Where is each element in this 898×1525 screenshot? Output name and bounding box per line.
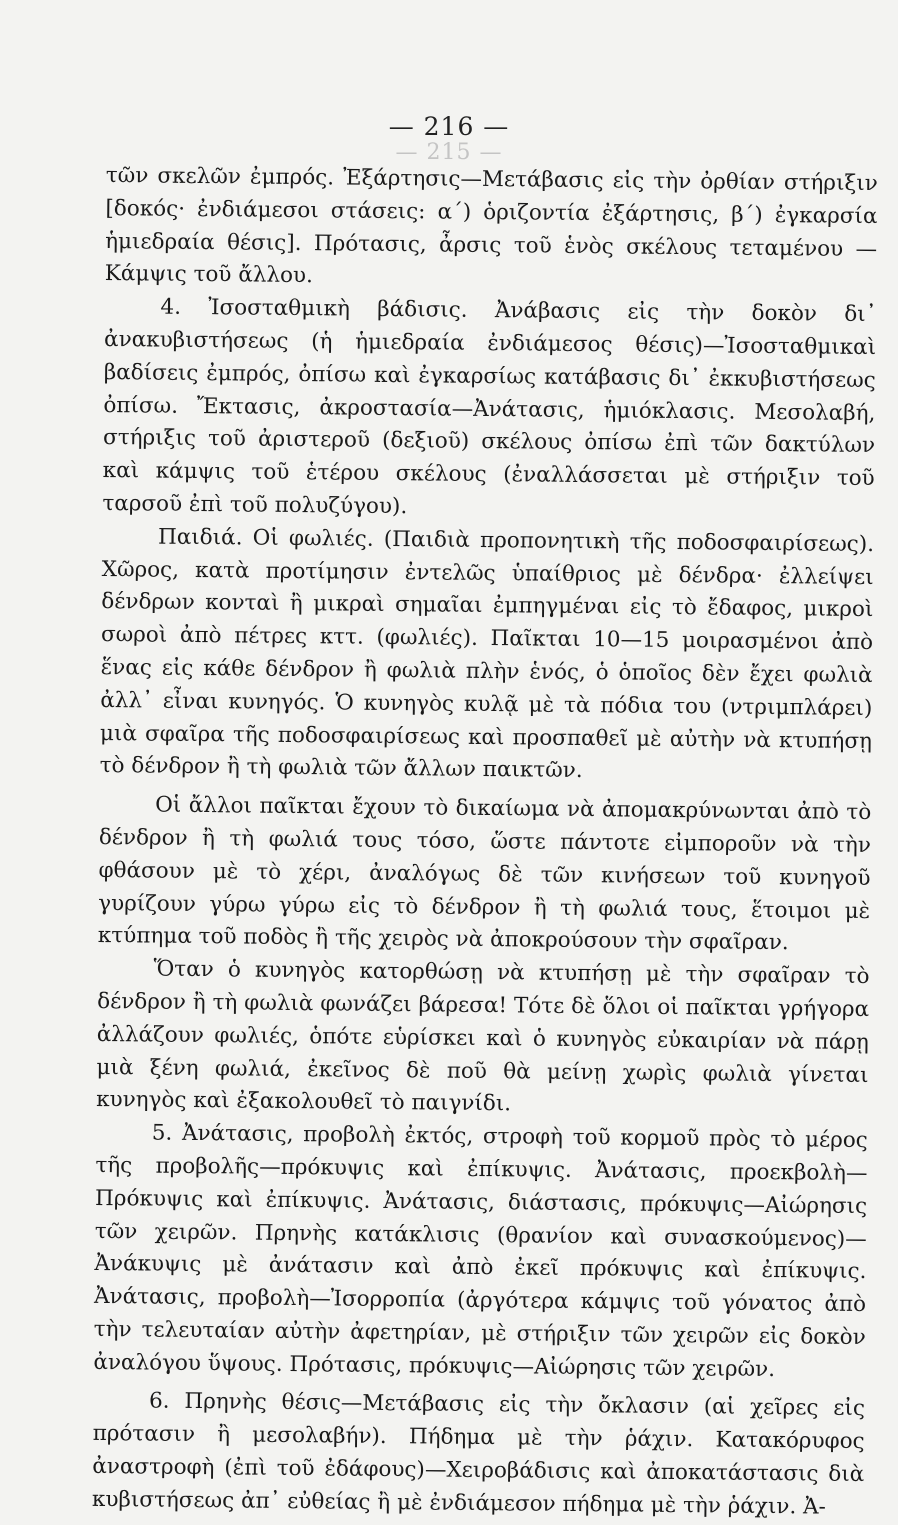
page-number: — 216 — (388, 112, 510, 141)
page-body-text (92, 160, 878, 1525)
paragraph-game-outcome: Ὅταν ὁ κυνηγὸς κατορθώσῃ νὰ κτυπήσῃ μὲ τὴν σφαῖραν τὸ δένδρον ἢ τὴ φωλιὰ φωνάζει βάρεσα! Τότε δὲ ὅλοι οἱ παῖκται γρήγορα ἀλλάζουν φωλιές, ὁπότε εὑρίσκει καὶ ὁ κυνηγὸς εὐκαιρίαν νὰ πάρῃ μιὰ ξένη φωλιά, ἐκεῖνος δὲ ποῦ θὰ μείνῃ χωρὶς φωλιὰ γίνεται κυνηγὸς καὶ ἐξακολουθεῖ τὸ παιγνίδι. (96, 956, 870, 1117)
paragraph-exercise-6: 6. Πρηνὴς θέσις—Μετάβασις εἰς τὴν ὄκλασιν (αἱ χεῖρες εἰς πρότασιν ἢ μεσολαβήν). Πήδημα μὲ τὴν ῥάχιν. Κατακόρυφος ἀναστροφὴ (ἐπὶ τοῦ ἐδάφους)—Χειροβάδισις καὶ ἀποκατάστασις διὰ κυβιστήσεως ἀπ᾽ εὐθείας ἢ μὲ ἐνδιάμεσον πήδημα μὲ τὴν ῥάχιν. Ἀ- (91, 1389, 866, 1520)
paragraph-game-title: Παιδιά. Οἱ φωλιές. (Παιδιὰ προπονητικὴ τῆς ποδοσφαιρίσεως). Χῶρος, κατὰ προτίμησιν ἐντελῶς ὑπαίθριος μὲ δένδρα· ἐλλείψει δένδρων κονταὶ ἢ μικραὶ σημαῖαι ἐμπηγμέναι εἰς τὸ ἔδαφος, μικροὶ σωροὶ ἀπὸ πέτρες κττ. (φωλιές). Παῖκται 10—15 μοιρασμένοι ἀπὸ ἕνας εἰς κάθε δένδρον ἢ φωλιὰ πλὴν ἑνός, ὁ ὁποῖος δὲν ἔχει φωλιὰ ἀλλ᾽ εἶναι κυνηγός. Ὁ κυνηγὸς κυλᾷ μὲ τὰ πόδια του (ντριμπλάρει) μιὰ σφαῖρα τῆς ποδοσφαιρίσεως καὶ προσπαθεῖ μὲ αὐτὴν νὰ κτυπήσῃ τὸ δένδρον ἢ τὴ φωλιὰ τῶν ἄλλων παικτῶν. (99, 524, 875, 784)
paragraph-exercise-5: 5. Ἀνάτασις, προβολὴ ἐκτός, στροφὴ τοῦ κορμοῦ πρὸς τὸ μέρος τῆς προβολῆς—πρόκυψις καὶ ἐπίκυψις. Ἀνάτασις, προεκβολὴ—Πρόκυψις καὶ ἐπίκυψις. Ἀνάτασις, διάστασις, πρόκυψις—Αἰώρησις τῶν χειρῶν. Πρηνὴς κατάκλισις (θρανίον καὶ συνασκούμενος)—Ἀνάκυψις μὲ ἀνάτασιν καὶ ἀπὸ ἐκεῖ πρόκυψις καὶ ἐπίκυψις. Ἀνάτασις, προβολὴ—Ἰσορροπία (ἀργότερα κάμψις τοῦ γόνατος ἀπὸ τὴν τελευταίαν αὐτὴν ἀφετηρίαν, μὲ στήριξιν τῶν χειρῶν εἰς δοκὸν ἀναλόγου ὕψους. Πρότασις, πρόκυψις—Αἰώρησις τῶν χειρῶν. (93, 1120, 868, 1382)
paragraph-exercise-4: 4. Ἰσοσταθμικὴ βάδισις. Ἀνάβασις εἰς τὴν δοκὸν δι᾽ ἀνακυβιστήσεως (ἡ ἡμιεδραία ἐνδιάμεσος θέσις)—Ἰσοσταθμικαὶ βαδίσεις ἐμπρός, ὀπίσω καὶ ἐγκαρσίως κατάβασις δι᾽ ἐκκυβιστήσεως ὀπίσω. Ἔκτασις, ἀκροστασία—Ἀνάτασις, ἡμιόκλασις. Μεσολαβή, στήριξις τοῦ ἀριστεροῦ (δεξιοῦ) σκέλους ὀπίσω ἐπὶ τῶν δακτύλων καὶ κάμψις τοῦ ἑτέρου σκέλους (ἐναλλάσσεται μὲ στήριξιν τοῦ ταρσοῦ ἐπὶ τοῦ πολυζύγου). (102, 294, 877, 520)
paragraph-game-rules: Οἱ ἄλλοι παῖκται ἔχουν τὸ δικαίωμα νὰ ἀπομακρύνωνται ἀπὸ τὸ δένδρον ἢ τὴ φωλιά τους τόσο, ὥστε πάντοτε εἰμποροῦν νὰ τὴν φθάσουν μὲ τὸ χέρι, ἀναλόγως δὲ τῶν κινήσεων τοῦ κυνηγοῦ γυρίζουν γύρω γύρω εἰς τὸ δένδρον ἢ τὴ φωλιά τους, ἕτοιμοι μὲ κτύπημα τοῦ ποδὸς ἢ τῆς χειρὸς νὰ ἀποκρούσουν τὴν σφαῖραν. (97, 792, 872, 956)
bleed-through-page-number: — 215 — (395, 140, 503, 165)
paragraph-continuation: τῶν σκελῶν ἐμπρός. Ἐξάρτησις—Μετάβασις εἰς τὴν ὀρθίαν στήριξιν [δοκός· ἐνδιάμεσοι στάσεις: α΄) ὁριζοντία ἐξάρτησις, β΄) ἐγκαρσία ἡμιεδραία θέσις]. Πρότασις, ἆρσις τοῦ ἑνὸς σκέλους τεταμένου —Κάμψις τοῦ ἄλλου. (104, 162, 878, 289)
